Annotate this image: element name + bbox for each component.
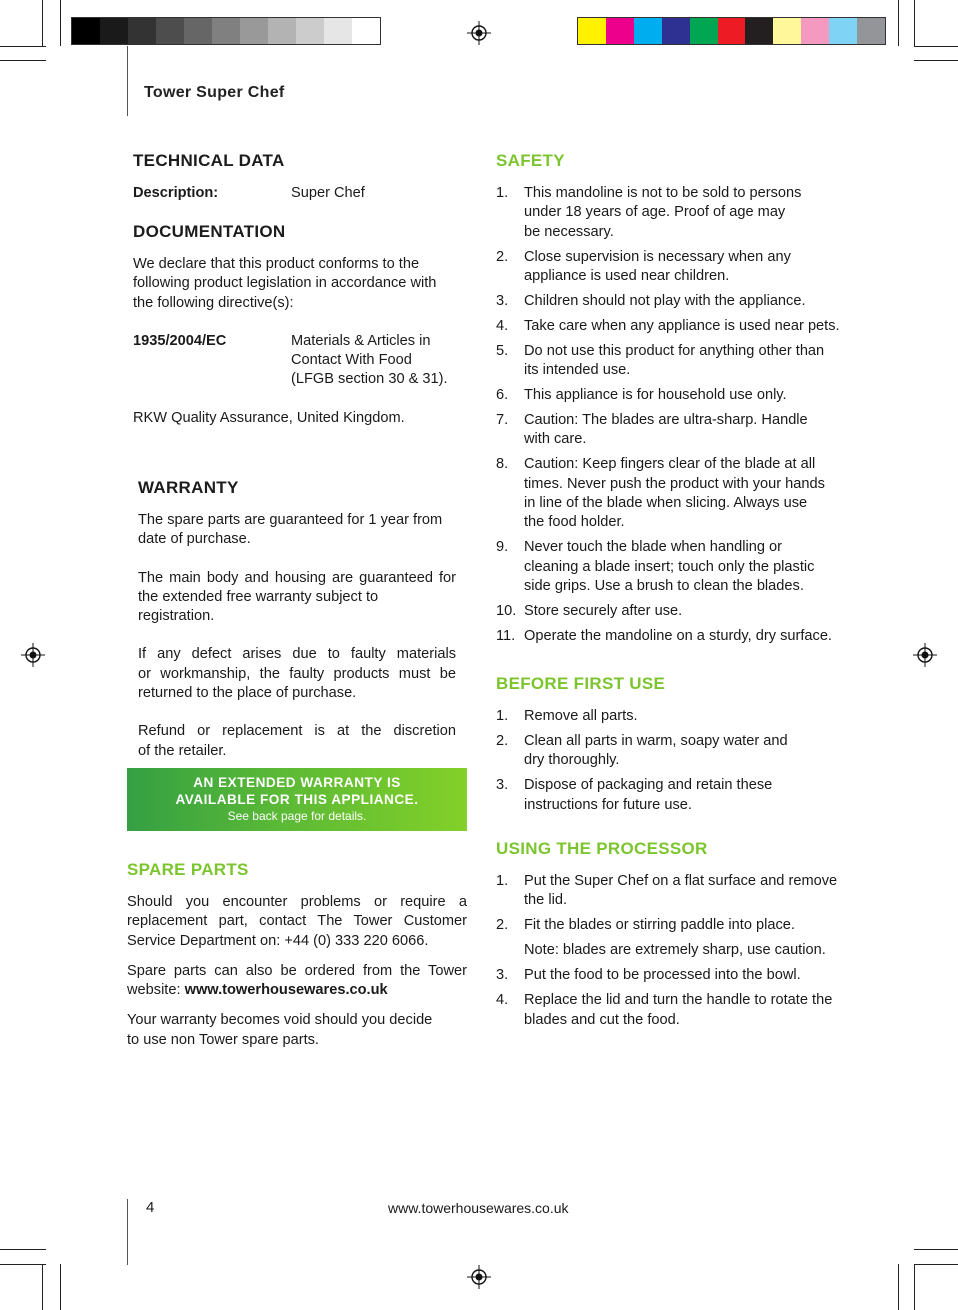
text-line: Spare parts can also be ordered from the Tower — [127, 962, 467, 979]
before-first-use-list — [496, 707, 841, 815]
crop-mark — [42, 0, 43, 46]
spare-parts-paragraph — [127, 962, 467, 1001]
text-line: Fit the blades or stirring paddle into place. — [524, 917, 795, 934]
text-line: appliance is used near children. — [524, 267, 730, 284]
text-line: (LFGB section 30 & 31). — [291, 371, 448, 388]
banner-details: See back page for details. — [227, 809, 367, 823]
color-swatch — [296, 18, 324, 44]
text-line: dry thoroughly. — [524, 752, 620, 769]
text-line: Service Department on: +44 (0) 333 220 6066. — [127, 932, 429, 949]
color-swatch — [100, 18, 128, 44]
before-first-use-section — [496, 674, 841, 821]
list-item — [496, 292, 841, 311]
color-swatch — [212, 18, 240, 44]
text-line: the lid. — [524, 892, 567, 909]
registration-mark-icon — [467, 21, 491, 45]
text-line: We declare that this product conforms to the — [133, 256, 420, 272]
text-line: Materials & Articles in — [291, 332, 431, 349]
description-key: Description: — [133, 185, 219, 201]
text-line: times. Never push the product with your hands — [524, 475, 825, 492]
list-item-number: 4. — [496, 992, 509, 1009]
list-item-number: 2. — [496, 248, 509, 265]
list-item-number: 1. — [496, 873, 509, 889]
text-line: or workmanship, the faulty products must be — [138, 665, 456, 682]
list-item — [496, 455, 841, 532]
list-item — [496, 627, 841, 646]
text-line: Clean all parts in warm, soapy water and — [524, 732, 788, 749]
list-item-number: 4. — [496, 317, 509, 334]
text-line: the following directive(s): — [133, 294, 294, 311]
list-item-number: 1. — [496, 708, 509, 724]
using-processor-list — [496, 872, 841, 1030]
color-swatch — [745, 18, 773, 44]
registration-mark-icon — [21, 643, 45, 667]
list-item-number: 2. — [496, 732, 509, 749]
extended-warranty-banner — [127, 768, 467, 831]
crop-mark — [914, 60, 958, 61]
text-line: returned to the place of purchase. — [138, 685, 357, 702]
footer-url: www.towerhousewares.co.uk — [388, 1200, 569, 1216]
color-swatch — [662, 18, 690, 44]
warranty-paragraph — [138, 569, 456, 627]
color-swatch — [128, 18, 156, 44]
color-swatch — [606, 18, 634, 44]
banner-line: AVAILABLE FOR THIS APPLIANCE. — [175, 792, 419, 807]
text-line: its intended use. — [524, 362, 631, 379]
color-swatch — [718, 18, 746, 44]
text-line: Replace the lid and turn the handle to rotate the — [524, 992, 833, 1009]
spare-parts-paragraph — [127, 893, 467, 951]
warranty-section — [138, 478, 456, 761]
website-link[interactable]: www.towerhousewares.co.uk — [184, 982, 388, 999]
text-line: Note: blades are extremely sharp, use caution. — [524, 942, 826, 959]
text-line: Contact With Food — [291, 352, 412, 369]
text-line: Operate the mandoline on a sturdy, dry surface. — [524, 627, 832, 644]
crop-mark — [914, 46, 958, 47]
list-item-number: 3. — [496, 292, 509, 309]
color-swatch — [268, 18, 296, 44]
text-line: The spare parts are guaranteed for 1 year from — [138, 512, 443, 528]
warranty-paragraph — [138, 645, 456, 703]
list-item — [496, 602, 841, 621]
text-line: Never touch the blade when handling or — [524, 539, 782, 556]
documentation-intro — [133, 255, 468, 313]
text-line: Take care when any appliance is used near pets. — [524, 317, 840, 334]
text-line: Put the food to be processed into the bowl. — [524, 967, 801, 984]
crop-mark — [60, 1264, 61, 1310]
text-line: If any defect arises due to faulty materials — [138, 646, 456, 663]
list-item — [496, 941, 841, 960]
crop-mark — [42, 1264, 43, 1310]
text-line: Put the Super Chef on a flat surface and remove — [524, 873, 838, 889]
color-swatch — [240, 18, 268, 44]
color-swatch — [857, 18, 885, 44]
text-line: instructions for future use. — [524, 796, 692, 813]
list-item — [496, 707, 841, 726]
color-swatch — [324, 18, 352, 44]
text-line: Should you encounter problems or require a — [127, 894, 467, 910]
text-line: This mandoline is not to be sold to persons — [524, 185, 802, 201]
text-line: to use non Tower spare parts. — [127, 1031, 319, 1048]
crop-mark — [0, 46, 46, 47]
list-item-number: 6. — [496, 387, 509, 404]
list-item — [496, 916, 841, 935]
text-line: This appliance is for household use only. — [524, 387, 787, 404]
color-swatch — [72, 18, 100, 44]
header-title: Tower Super Chef — [144, 84, 285, 101]
crop-mark — [0, 1249, 46, 1250]
list-item — [496, 184, 841, 242]
list-item-number: 2. — [496, 917, 509, 934]
documentation-section — [133, 222, 468, 428]
safety-section — [496, 151, 841, 652]
list-item-number: 11. — [496, 627, 516, 644]
text-line: Children should not play with the appliance. — [524, 292, 806, 309]
footer-divider — [127, 1199, 128, 1265]
technical-data-heading: TECHNICAL DATA — [133, 151, 285, 170]
crop-mark — [60, 0, 61, 46]
color-swatch — [156, 18, 184, 44]
list-item — [496, 776, 841, 815]
list-item-number: 5. — [496, 342, 509, 359]
before-first-use-heading: BEFORE FIRST USE — [496, 674, 666, 693]
text-line: Caution: Keep fingers clear of the blade at all — [524, 456, 816, 473]
list-item — [496, 386, 841, 405]
crop-mark — [914, 1264, 915, 1310]
banner-line: AN EXTENDED WARRANTY IS — [193, 775, 401, 790]
list-item — [496, 966, 841, 985]
crop-mark — [898, 0, 899, 46]
color-swatch — [801, 18, 829, 44]
directive-key: 1935/2004/EC — [133, 332, 227, 349]
text-line: replacement part, contact The Tower Customer — [127, 913, 467, 930]
list-item — [496, 342, 841, 381]
description-value: Super Chef — [291, 185, 365, 201]
list-item — [496, 538, 841, 596]
text-line: with care. — [524, 431, 587, 448]
text-line: under 18 years of age. Proof of age may — [524, 204, 786, 221]
spare-parts-heading: SPARE PARTS — [127, 860, 249, 879]
text-line: cleaning a blade insert; touch only the plastic — [524, 558, 815, 575]
text-line: in line of the blade when slicing. Always use — [524, 494, 808, 511]
process-color-bar — [577, 17, 886, 45]
list-item-number: 9. — [496, 539, 509, 556]
list-item — [496, 317, 841, 336]
spare-parts-section — [127, 860, 467, 1050]
list-item — [496, 991, 841, 1030]
using-processor-heading: USING THE PROCESSOR — [496, 839, 708, 858]
text-line: The main body and housing are guaranteed for — [138, 569, 456, 586]
color-swatch — [829, 18, 857, 44]
text-line: Remove all parts. — [524, 708, 638, 724]
text-line: blades and cut the food. — [524, 1011, 680, 1028]
list-item-number: 7. — [496, 412, 509, 429]
color-swatch — [352, 18, 380, 44]
crop-mark — [914, 1249, 958, 1250]
directive-value — [291, 332, 448, 390]
crop-mark — [0, 1264, 46, 1265]
technical-data-section — [133, 151, 468, 204]
text-line: Caution: The blades are ultra-sharp. Handle — [524, 412, 808, 429]
safety-heading: SAFETY — [496, 151, 565, 170]
text-line: the food holder. — [524, 514, 625, 531]
text-line: date of purchase. — [138, 531, 251, 548]
text-line: Refund or replacement is at the discretion — [138, 723, 456, 740]
text-line: of the retailer. — [138, 742, 227, 759]
color-swatch — [690, 18, 718, 44]
crop-mark — [0, 60, 46, 61]
list-item-number: 3. — [496, 967, 509, 984]
text-line: website: — [127, 982, 185, 999]
page-number: 4 — [146, 1199, 155, 1216]
grayscale-color-bar — [71, 17, 381, 45]
safety-list — [496, 184, 841, 646]
color-swatch — [773, 18, 801, 44]
list-item-number: 1. — [496, 185, 509, 201]
crop-mark — [914, 1264, 958, 1265]
color-swatch — [634, 18, 662, 44]
text-line: side grips. Use a brush to clean the blades. — [524, 577, 804, 594]
text-line: Your warranty becomes void should you decide — [127, 1012, 433, 1029]
text-line: Do not use this product for anything other than — [524, 342, 825, 359]
crop-mark — [898, 1264, 899, 1310]
list-item — [496, 732, 841, 771]
header-divider — [127, 46, 128, 116]
text-line: Close supervision is necessary when any — [524, 248, 791, 265]
list-item — [496, 248, 841, 287]
list-item-number: 10. — [496, 602, 517, 619]
list-item — [496, 411, 841, 450]
text-line: Store securely after use. — [524, 602, 683, 619]
registration-mark-icon — [913, 643, 937, 667]
text-line: Dispose of packaging and retain these — [524, 777, 773, 794]
text-line: following product legislation in accordance with — [133, 275, 437, 292]
registration-mark-icon — [467, 1265, 491, 1289]
text-line: the extended free warranty subject to registration. — [138, 588, 379, 625]
spare-parts-paragraph — [127, 1011, 467, 1050]
warranty-paragraph — [138, 511, 456, 550]
assurance-text: RKW Quality Assurance, United Kingdom. — [133, 409, 405, 426]
color-swatch — [184, 18, 212, 44]
list-item — [496, 872, 841, 911]
using-processor-section — [496, 839, 841, 1036]
warranty-heading: WARRANTY — [138, 478, 239, 497]
warranty-paragraph — [138, 722, 456, 761]
documentation-heading: DOCUMENTATION — [133, 222, 286, 241]
crop-mark — [914, 0, 915, 46]
text-line: be necessary. — [524, 223, 614, 240]
list-item-number: 3. — [496, 777, 509, 794]
list-item-number: 8. — [496, 456, 509, 473]
color-swatch — [578, 18, 606, 44]
